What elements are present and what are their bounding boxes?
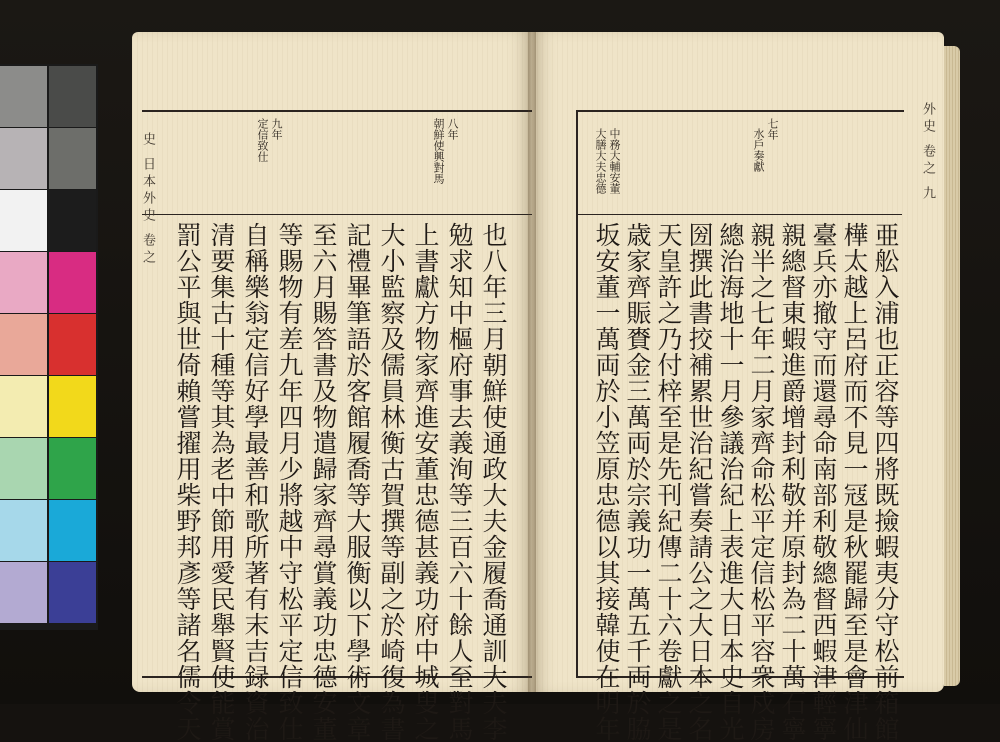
color-swatch [0, 252, 47, 313]
color-swatch [49, 500, 96, 561]
color-swatch [0, 128, 47, 189]
left-header-rule [142, 214, 534, 215]
color-swatch [49, 314, 96, 375]
left-page-text-column: 記禮畢筆語於客館履喬等大服衡以下學術文章 [343, 222, 372, 742]
left-header-note-2a: 九年 [270, 118, 283, 140]
right-header-rule [576, 214, 902, 215]
right-header-note-1b: 水戶奏獻 [752, 128, 765, 172]
color-swatch [49, 376, 96, 437]
right-header-note-2a: 中務大輔安董 [608, 128, 621, 194]
left-page [132, 32, 532, 742]
left-page-text-column: 罰公平與世倚賴嘗擢用柴野邦彥等諸名儒令天 [173, 222, 202, 742]
right-page-text-column: 總治海地十一月參議治紀上表進大日本史自光 [716, 222, 745, 742]
right-page-text-column: 親總督東蝦進爵增封利敬并原封為二十萬石寧 [778, 222, 807, 742]
color-swatch [49, 438, 96, 499]
left-header-note-2b: 定信致仕 [256, 118, 269, 162]
left-margin-text: 史 日本外史 卷之 [140, 132, 155, 268]
left-page-text-column: 自稱樂翁定信好學最善和歌所著有末吉録資治 [241, 222, 270, 742]
right-page-text-column: 圀撰此書挍補累世治紀嘗奏請公之大日本之名 [685, 222, 714, 742]
left-page-text-column: 上書獻方物家齊進安董忠德甚義功府中城叟之 [411, 222, 440, 742]
color-checker [0, 64, 98, 630]
page-edges [944, 46, 960, 686]
right-page-text-column: 坂安董一萬両於小笠原忠德以其接韓使在明年 [592, 222, 621, 742]
right-page-text-column: 臺兵亦撤守而還尋命南部利敬總督西蝦津輕寧 [809, 222, 838, 742]
open-book [128, 26, 958, 742]
color-swatch [0, 438, 47, 499]
right-page [532, 32, 944, 742]
right-margin-text: 外史 卷之 九 [920, 102, 935, 204]
color-swatch [49, 66, 96, 127]
right-header-note-1a: 七年 [766, 118, 779, 140]
left-header-note-1a: 八年 [446, 118, 459, 140]
color-swatch [0, 562, 47, 623]
left-header-note-1b: 朝鮮使興對馬 [432, 118, 445, 184]
color-swatch [49, 190, 96, 251]
left-page-text-column: 至六月賜答書及物遣歸家齊尋賞義功忠德安董 [309, 222, 338, 742]
left-page-text-column: 勉求知中樞府事去義洵等三百六十餘人至對馬 [445, 222, 474, 742]
color-swatch [49, 252, 96, 313]
book-gutter [528, 32, 536, 692]
right-page-text-column: 天皇許之乃付梓至是先刊紀傳二十六卷獻之是 [654, 222, 683, 742]
color-swatch [0, 66, 47, 127]
right-header-note-2b: 大膳大夫忠德 [594, 128, 607, 194]
color-swatch [0, 500, 47, 561]
left-page-text-column: 等賜物有差九年四月少將越中守松平定信致仕 [275, 222, 304, 742]
color-swatch [0, 190, 47, 251]
right-page-text-column: 亜舩入浦也正容等四將既撿蝦夷分守松前箱館 [871, 222, 900, 742]
color-swatch [0, 314, 47, 375]
left-page-text-column: 清要集古十種等其為老中節用愛民舉賢使能賞 [207, 222, 236, 742]
left-page-text-column: 也八年三月朝鮮使通政大夫金履喬通訓大夫李 [479, 222, 508, 742]
color-swatch [0, 376, 47, 437]
right-page-text-column: 親半之七年二月家齊命松平定信松平容衆戍房 [747, 222, 776, 742]
color-swatch [49, 562, 96, 623]
color-swatch [49, 128, 96, 189]
right-page-text-column: 歳家齊賑賚金三萬両於宗義功一萬五千両於脇 [623, 222, 652, 742]
right-page-text-column: 樺太越上呂府而不見一冦是秋罷歸至是會津仙 [840, 222, 869, 742]
left-page-text-column: 大小監察及儒員林衡古賀撰等副之於崎復為書 [377, 222, 406, 742]
